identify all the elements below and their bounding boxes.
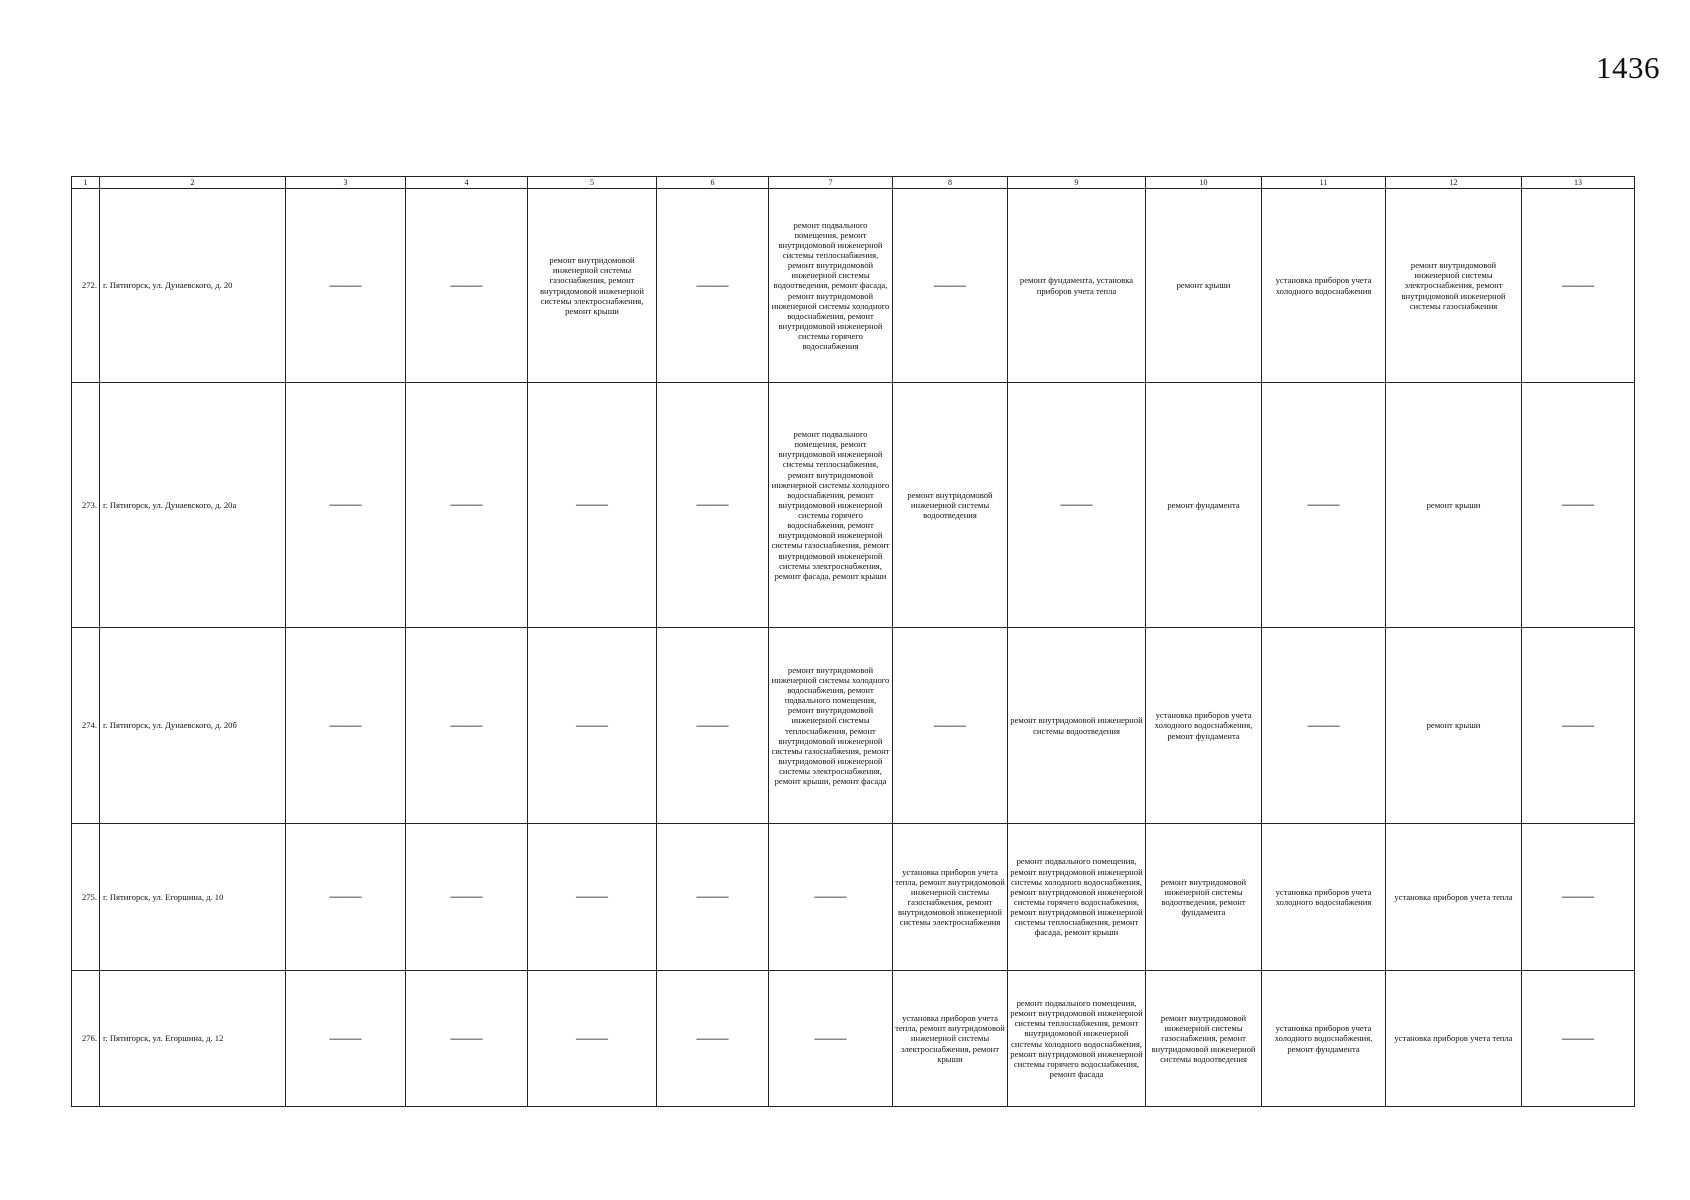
table-cell: —— bbox=[1522, 824, 1635, 971]
table-row bbox=[72, 824, 1635, 971]
address-cell: г. Пятигорск, ул. Дунаевского, д. 20а bbox=[100, 383, 286, 628]
table-cell: —— bbox=[528, 824, 657, 971]
column-number: 3 bbox=[286, 177, 406, 189]
table-cell: ремонт внутридомовой инженерной системы электроснабжения, ремонт внутридомовой инженерной системы газоснабжения bbox=[1386, 189, 1522, 383]
table-row bbox=[72, 628, 1635, 824]
table-cell: установка приборов учета тепла bbox=[1386, 971, 1522, 1107]
table-cell: —— bbox=[286, 383, 406, 628]
table-cell: —— bbox=[893, 628, 1008, 824]
table-cell: ремонт внутридомовой инженерной системы холодного водоснабжения, ремонт подвального помещения, ремонт внутридомовой инженерной системы теплоснабжения, ремонт внутридомовой инженерной системы газоснабжения, ремонт внутридомовой инженерной системы электроснабжения, ремонт крыши, ремонт фасада bbox=[769, 628, 893, 824]
column-number: 13 bbox=[1522, 177, 1635, 189]
table-cell: —— bbox=[769, 971, 893, 1107]
table-cell: установка приборов учета холодного водоснабжения bbox=[1262, 824, 1386, 971]
table-cell: ремонт внутридомовой инженерной системы водоотведения bbox=[1008, 628, 1146, 824]
table-cell: —— bbox=[528, 628, 657, 824]
table-cell: установка приборов учета холодного водоснабжения, ремонт фундамента bbox=[1262, 971, 1386, 1107]
table-cell: —— bbox=[406, 628, 528, 824]
column-number: 5 bbox=[528, 177, 657, 189]
column-number: 12 bbox=[1386, 177, 1522, 189]
table-cell: —— bbox=[1522, 971, 1635, 1107]
works-schedule-table bbox=[71, 176, 1635, 1107]
table-cell: ремонт внутридомовой инженерной системы водоотведения bbox=[893, 383, 1008, 628]
column-number: 6 bbox=[657, 177, 769, 189]
column-number: 10 bbox=[1146, 177, 1262, 189]
table-cell: —— bbox=[1262, 383, 1386, 628]
table-cell: —— bbox=[657, 189, 769, 383]
table-cell: —— bbox=[286, 971, 406, 1107]
address-cell: г. Пятигорск, ул. Дунаевского, д. 20 bbox=[100, 189, 286, 383]
table-cell: —— bbox=[1522, 189, 1635, 383]
table-cell: —— bbox=[1008, 383, 1146, 628]
page-number: 1436 bbox=[1596, 50, 1660, 85]
row-number: 274. bbox=[72, 628, 100, 824]
table-cell: ремонт фундамента bbox=[1146, 383, 1262, 628]
table-cell: ремонт внутридомовой инженерной системы газоснабжения, ремонт внутридомовой инженерной системы водоотведения bbox=[1146, 971, 1262, 1107]
column-number: 4 bbox=[406, 177, 528, 189]
table-cell: —— bbox=[406, 189, 528, 383]
column-number: 11 bbox=[1262, 177, 1386, 189]
table-cell: —— bbox=[406, 824, 528, 971]
table-cell: —— bbox=[657, 383, 769, 628]
row-number: 272. bbox=[72, 189, 100, 383]
table-cell: —— bbox=[1262, 628, 1386, 824]
address-cell: г. Пятигорск, ул. Дунаевского, д. 20б bbox=[100, 628, 286, 824]
row-number: 276. bbox=[72, 971, 100, 1107]
table-cell: установка приборов учета холодного водоснабжения bbox=[1262, 189, 1386, 383]
table-row bbox=[72, 383, 1635, 628]
table-cell: ремонт крыши bbox=[1386, 383, 1522, 628]
table-cell: —— bbox=[528, 383, 657, 628]
row-number: 275. bbox=[72, 824, 100, 971]
table-cell: установка приборов учета холодного водоснабжения, ремонт фундамента bbox=[1146, 628, 1262, 824]
table-cell: —— bbox=[657, 824, 769, 971]
table-cell: —— bbox=[286, 189, 406, 383]
column-number: 9 bbox=[1008, 177, 1146, 189]
column-number: 1 bbox=[72, 177, 100, 189]
table-cell: —— bbox=[1522, 628, 1635, 824]
table-cell: ремонт подвального помещения, ремонт внутридомовой инженерной системы теплоснабжения, ремонт внутридомовой инженерной системы холодного водоснабжения, ремонт внутридомовой инженерной системы горячего водоснабжения, ремонт внутридомовой инженерной системы газоснабжения, ремонт внутридомовой инженерной системы электроснабжения, ремонт фасада, ремонт крыши bbox=[769, 383, 893, 628]
table-cell: ремонт подвального помещения, ремонт внутридомовой инженерной системы теплоснабжения, ремонт внутридомовой инженерной системы водоотведения, ремонт фасада, ремонт внутридомовой инженерной системы холодного водоснабжения, ремонт внутридомовой инженерной системы горячего водоснабжения bbox=[769, 189, 893, 383]
table-cell: —— bbox=[286, 824, 406, 971]
table-cell: ремонт подвального помещения, ремонт внутридомовой инженерной системы теплоснабжения, ремонт внутридомовой инженерной системы холодного водоснабжения, ремонт внутридомовой инженерной системы горячего водоснабжения, ремонт фасада bbox=[1008, 971, 1146, 1107]
table-cell: ремонт крыши bbox=[1146, 189, 1262, 383]
table-cell: ремонт фундамента, установка приборов учета тепла bbox=[1008, 189, 1146, 383]
table-cell: ремонт внутридомовой инженерной системы водоотведения, ремонт фундамента bbox=[1146, 824, 1262, 971]
table-cell: установка приборов учета тепла bbox=[1386, 824, 1522, 971]
table-cell: —— bbox=[657, 628, 769, 824]
table-cell: ремонт крыши bbox=[1386, 628, 1522, 824]
table-cell: ремонт подвального помещения, ремонт внутридомовой инженерной системы холодного водоснабжения, ремонт внутридомовой инженерной системы горячего водоснабжения, ремонт внутридомовой инженерной системы теплоснабжения, ремонт фасада, ремонт крыши bbox=[1008, 824, 1146, 971]
table-cell: —— bbox=[1522, 383, 1635, 628]
column-number: 7 bbox=[769, 177, 893, 189]
address-cell: г. Пятигорск, ул. Егоршина, д. 12 bbox=[100, 971, 286, 1107]
row-number: 273. bbox=[72, 383, 100, 628]
table-cell: —— bbox=[657, 971, 769, 1107]
table-cell: —— bbox=[893, 189, 1008, 383]
table-cell: —— bbox=[406, 383, 528, 628]
table-cell: установка приборов учета тепла, ремонт внутридомовой инженерной системы газоснабжения, ремонт внутридомовой инженерной системы электроснабжения bbox=[893, 824, 1008, 971]
table-cell: —— bbox=[286, 628, 406, 824]
column-numbers-row bbox=[72, 177, 1635, 189]
table-cell: —— bbox=[528, 971, 657, 1107]
table-cell: установка приборов учета тепла, ремонт внутридомовой инженерной системы электроснабжения, ремонт крыши bbox=[893, 971, 1008, 1107]
table-row bbox=[72, 971, 1635, 1107]
table-row bbox=[72, 189, 1635, 383]
column-number: 8 bbox=[893, 177, 1008, 189]
table-cell: —— bbox=[769, 824, 893, 971]
table-cell: ремонт внутридомовой инженерной системы газоснабжения, ремонт внутридомовой инженерной системы электроснабжения, ремонт крыши bbox=[528, 189, 657, 383]
table-cell: —— bbox=[406, 971, 528, 1107]
address-cell: г. Пятигорск, ул. Егоршина, д. 10 bbox=[100, 824, 286, 971]
column-number: 2 bbox=[100, 177, 286, 189]
